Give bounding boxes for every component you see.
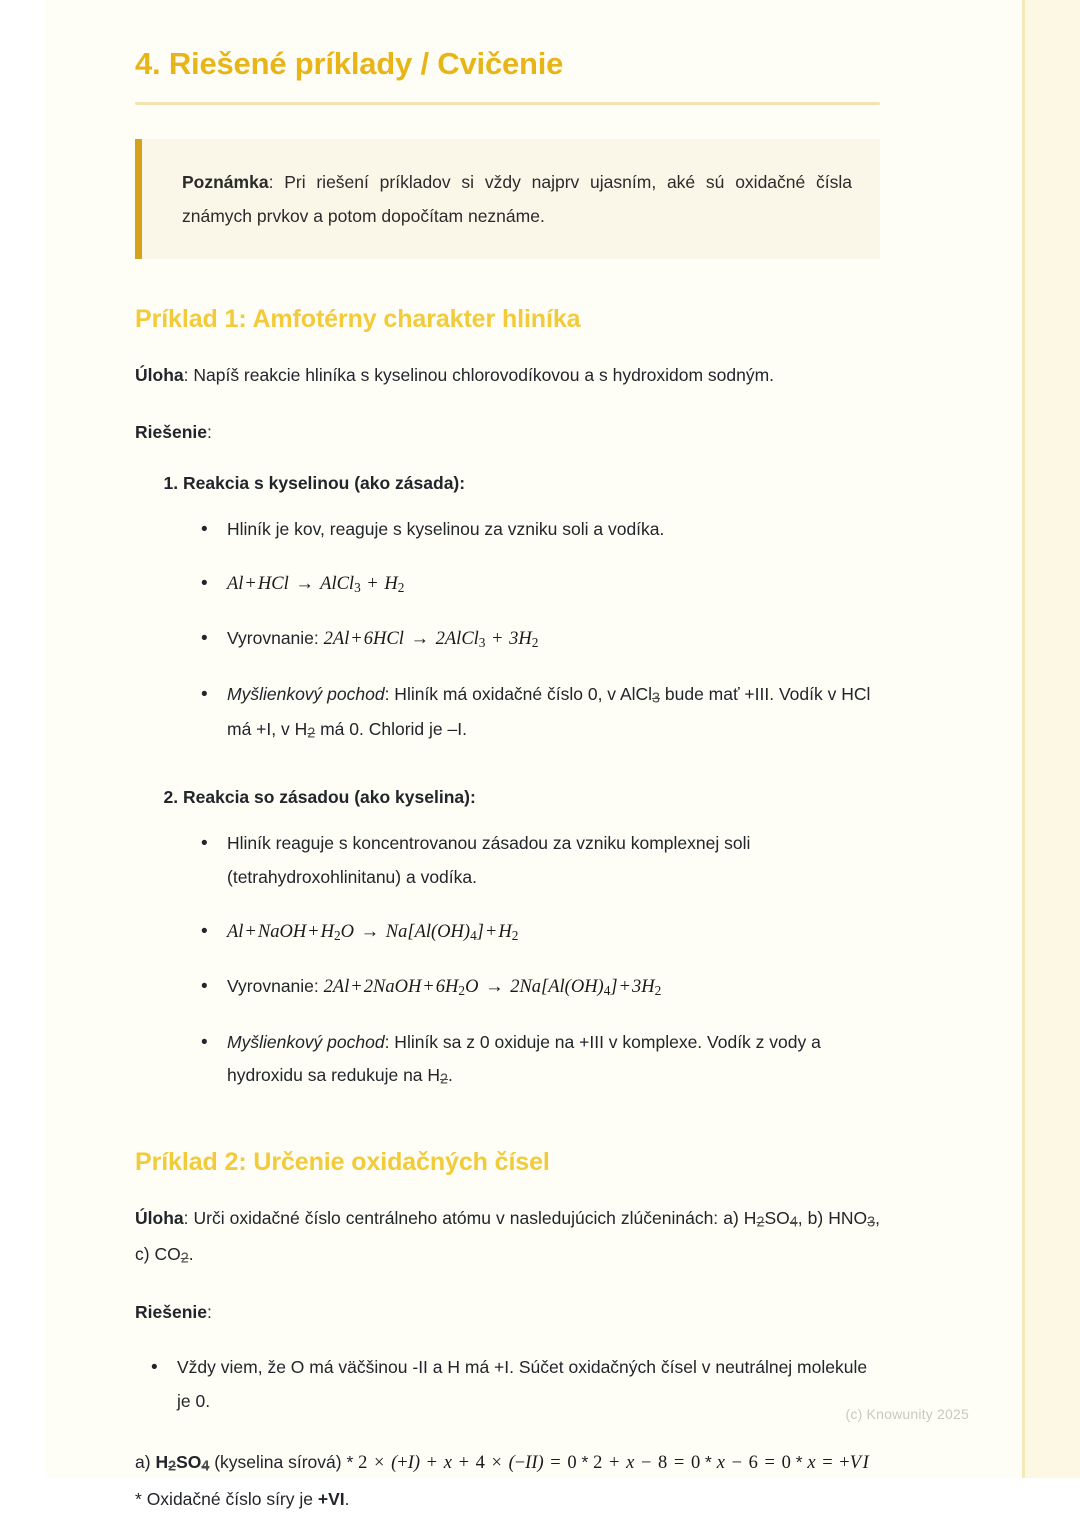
example-2-heading: Príklad 2: Určenie oxidačných čísel [135,1148,550,1177]
answer-math-1: 2 × (+I) + x + 4 × (−II) = 0 [358,1452,577,1473]
subscript-2: 2 [180,1250,189,1267]
subscript-2: 2 [307,725,316,742]
subscript-2: 2 [756,1214,765,1231]
example-1-solution-label-line [135,415,880,450]
answer-name: (kyselina sírová) * [209,1451,359,1472]
list-item [199,622,880,658]
step-bullets [183,513,880,748]
list-item [199,827,880,894]
answer-math-4: x = +V I [807,1452,869,1473]
document-page [45,0,1037,1509]
example-2-solution-label-line [135,1295,880,1330]
list-item [199,1026,880,1095]
note-callout [135,139,880,259]
equation-al-hcl-balanced: 2Al + 6HCl → 2AlCl$_3$ + $3H_2$ [323,629,539,651]
answer-conclusion: Oxidačné číslo síry je [146,1488,318,1509]
equation-al-naoh-balanced: 2Al + 2NaOH + $6H_2O \to 2Na[Al(OH)_4] + 3H_2$ [323,977,662,998]
example-1-heading: Príklad 1: Amfotérny charakter hliníka [135,305,581,333]
example-1-task [135,358,880,393]
subscript-3: 3 [867,1214,876,1231]
step-title: Reakcia s kyselinou (ako zásada): [183,472,466,493]
note-text: : Pri riešení príkladov si vždy najprv ujasním, aké sú oxidačné čísla známych prvkov a potom dopočítam neznáme. [182,171,852,226]
step-item [183,468,880,748]
answer-sep-3: * [790,1451,808,1472]
answer-math-3: x − 6 = 0 [716,1452,791,1473]
document-content [135,0,880,1517]
bullet-text: Vždy viem, že O má väčšinou -II a H má +I. Súčet oxidačných čísel v neutrálnej molekule je 0. [177,1357,868,1412]
thought-label: Myšlienkový pochod [227,683,385,704]
step-bullets [183,827,880,1094]
subscript-2: 2 [168,1458,177,1475]
thought-text: : Hliník sa z 0 oxiduje na +III v komplexe. Vodík z vody a hydroxidu sa redukuje na H2. [227,1031,821,1088]
list-item [199,970,880,1006]
answer-period: . [344,1488,350,1509]
copyright-watermark: (c) Knowunity 2025 [845,1406,969,1422]
equation-al-hcl: Al + HCl → AlCl$_3$ + $H_2$ [227,573,405,595]
example-2-solution-label: Riešenie [135,1302,207,1323]
thought-label: Myšlienkový pochod [227,1031,385,1052]
answer-sep-4: * [135,1488,147,1509]
example-1-task-label: Úloha [135,364,184,385]
answer-formula: H2SO4 [155,1451,210,1475]
example-1-solution-colon: : [206,421,212,442]
note-paragraph [182,165,852,233]
list-item [199,678,880,748]
step-item [183,782,880,1094]
example-1-solution-label: Riešenie [135,421,207,442]
list-item [149,1350,880,1418]
example-2-answer-a [135,1445,880,1517]
page-title: 4. Riešené príklady / Cvičenie [135,46,564,81]
example-2-task [135,1201,880,1274]
answer-sep-1: * [576,1451,594,1472]
answer-marker: a) [135,1451,156,1472]
example-2-solution-colon: : [206,1302,212,1323]
subscript-4: 4 [789,1214,798,1231]
bullet-prefix: Vyrovnanie: [227,628,324,649]
answer-math-2: 2 + x − 8 = 0 [593,1452,701,1473]
example-2-bullets [135,1350,880,1418]
bullet-text: Hliník reaguje s koncentrovanou zásadou za vzniku komplexnej soli (tetrahydroxohlinitanu) a vodíka. [227,833,751,887]
note-label: Poznámka [182,171,269,192]
thought-text: : Hliník má oxidačné číslo 0, v AlCl3 bude mať +III. Vodík v HCl má +I, v H2 má 0. Chlorid je –I. [227,683,871,742]
list-item [199,915,880,951]
example-1-task-text: : Napíš reakcie hliníka s kyselinou chlorovodíkovou a s hydroxidom sodným. [183,364,775,385]
bullet-text: Hliník je kov, reaguje s kyselinou za vzniku soli a vodíka. [227,519,665,539]
title-divider [135,102,880,105]
bullet-prefix: Vyrovnanie: [227,976,324,997]
example-1-steps [135,468,880,1095]
list-item [199,567,880,603]
answer-result: +VI [317,1488,345,1509]
list-item [199,513,880,547]
subscript-3: 3 [652,690,661,707]
subscript-2: 2 [440,1071,449,1088]
example-2-task-text: : Urči oxidačné číslo centrálneho atómu v nasledujúcich zlúčeninách: a) H2SO4, b) HNO3, c) CO2. [135,1207,880,1267]
example-2-task-label: Úloha [135,1207,184,1228]
equation-al-naoh: Al + NaOH + $H_2O \to Na[Al(OH)_4] + H_2$ [227,921,519,943]
page-right-margin-strip [1022,0,1080,1478]
answer-sep-2: * [700,1451,717,1472]
subscript-4: 4 [201,1458,210,1475]
step-title: Reakcia so zásadou (ako kyselina): [183,786,476,807]
